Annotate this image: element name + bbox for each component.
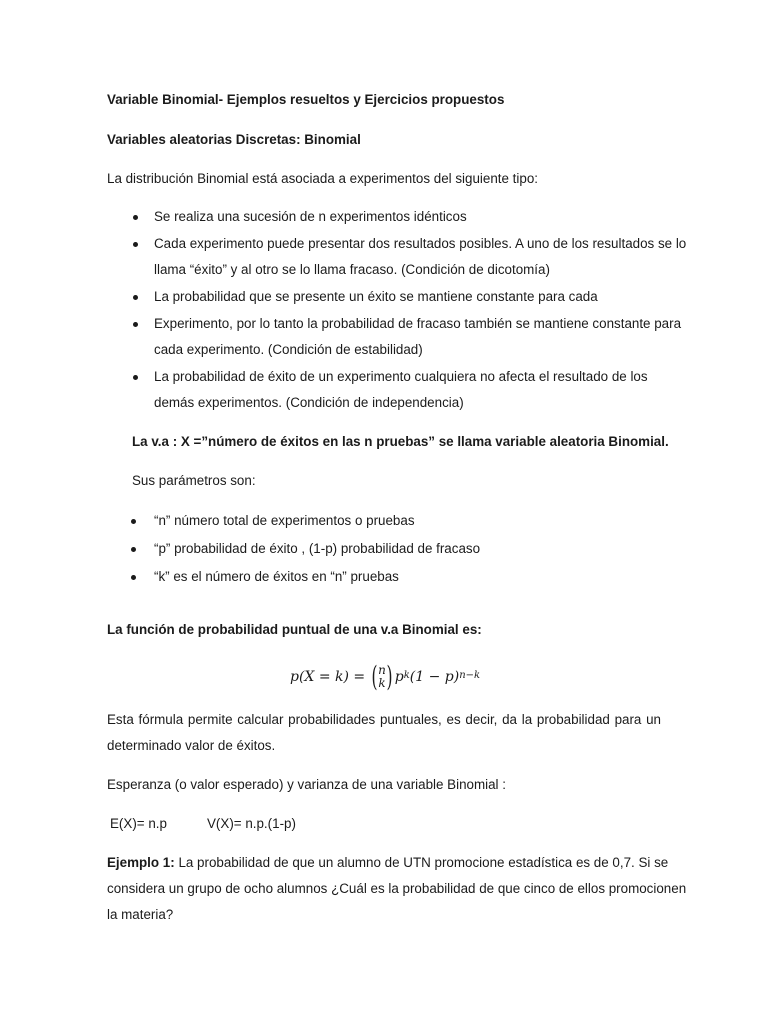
example-continuation: considera un grupo de ocho alumnos ¿Cuál es la probabilidad de que cinco de ellos promocionen xyxy=(107,881,687,896)
moments-heading: Esperanza (o valor esperado) y varianza de una variable Binomial : xyxy=(107,777,506,792)
bullet-icon xyxy=(131,547,136,552)
list-item: Experimento, por lo tanto la probabilidad de fracaso también se mantiene constante para xyxy=(154,316,682,331)
example-label: Ejemplo 1: xyxy=(107,855,175,870)
parameters-intro: Sus parámetros son: xyxy=(132,473,256,488)
list-item: “n” número total de experimentos o pruebas xyxy=(154,513,415,528)
example-text: La probabilidad de que un alumno de UTN promocione estadística es de 0,7. Si se xyxy=(174,855,669,870)
list-item: Se realiza una sucesión de n experimentos idénticos xyxy=(154,209,467,224)
list-item-continuation: cada experimento. (Condición de estabilidad) xyxy=(154,342,423,357)
expectation-formula: E(X)= n.p xyxy=(110,816,167,831)
bullet-icon xyxy=(133,375,138,380)
example-continuation: la materia? xyxy=(107,907,174,922)
formula-lhs: p(X = k) = xyxy=(290,669,366,685)
list-item: “k” es el número de éxitos en “n” pruebas xyxy=(154,569,399,584)
bullet-icon xyxy=(131,575,136,580)
list-item-continuation: demás experimentos. (Condición de independencia) xyxy=(154,395,464,410)
intro-paragraph: La distribución Binomial está asociada a experimentos del siguiente tipo: xyxy=(107,171,538,186)
binom-bottom: k xyxy=(378,676,386,690)
list-item: Cada experimento puede presentar dos resultados posibles. A uno de los resultados se lo xyxy=(154,236,687,251)
formula-p-exponent: k xyxy=(403,669,410,681)
list-item: La probabilidad que se presente un éxito se mantiene constante para cada xyxy=(154,289,598,304)
list-item: La probabilidad de éxito de un experimento cualquiera no afecta el resultado de los xyxy=(154,369,648,384)
pmf-heading: La función de probabilidad puntual de una v.a Binomial es: xyxy=(107,622,482,637)
bullet-icon xyxy=(133,295,138,300)
document-title: Variable Binomial- Ejemplos resueltos y Ejercicios propuestos xyxy=(107,92,505,107)
formula-p-base: p xyxy=(394,669,404,685)
formula-description-continuation: determinado valor de éxitos. xyxy=(107,738,276,753)
bullet-icon xyxy=(133,215,138,220)
binom-top: n xyxy=(378,663,386,677)
formula-q-exponent: n−k xyxy=(459,669,481,681)
bullet-icon xyxy=(133,322,138,327)
bullet-icon xyxy=(133,242,138,247)
example-paragraph xyxy=(107,854,668,872)
binomial-formula: p(X = k) = ( n k ) p $^k$ (1 − p) $^{n-k}$ xyxy=(290,660,481,693)
list-item-continuation: llama “éxito” y al otro se lo llama fracaso. (Condición de dicotomía) xyxy=(154,262,550,277)
variance-formula: V(X)= n.p.(1-p) xyxy=(207,816,296,831)
binomial-coefficient xyxy=(378,664,386,690)
list-item: “p” probabilidad de éxito , (1-p) probabilidad de fracaso xyxy=(154,541,481,556)
formula-q-base: (1 − p) xyxy=(409,669,460,685)
variable-definition: La v.a : X =”número de éxitos en las n pruebas” se llama variable aleatoria Binomial. xyxy=(132,434,669,449)
section-heading: Variables aleatorias Discretas: Binomial xyxy=(107,132,361,147)
bullet-icon xyxy=(131,519,136,524)
formula-description: Esta fórmula permite calcular probabilidades puntuales, es decir, da la probabilidad para un xyxy=(107,712,661,727)
